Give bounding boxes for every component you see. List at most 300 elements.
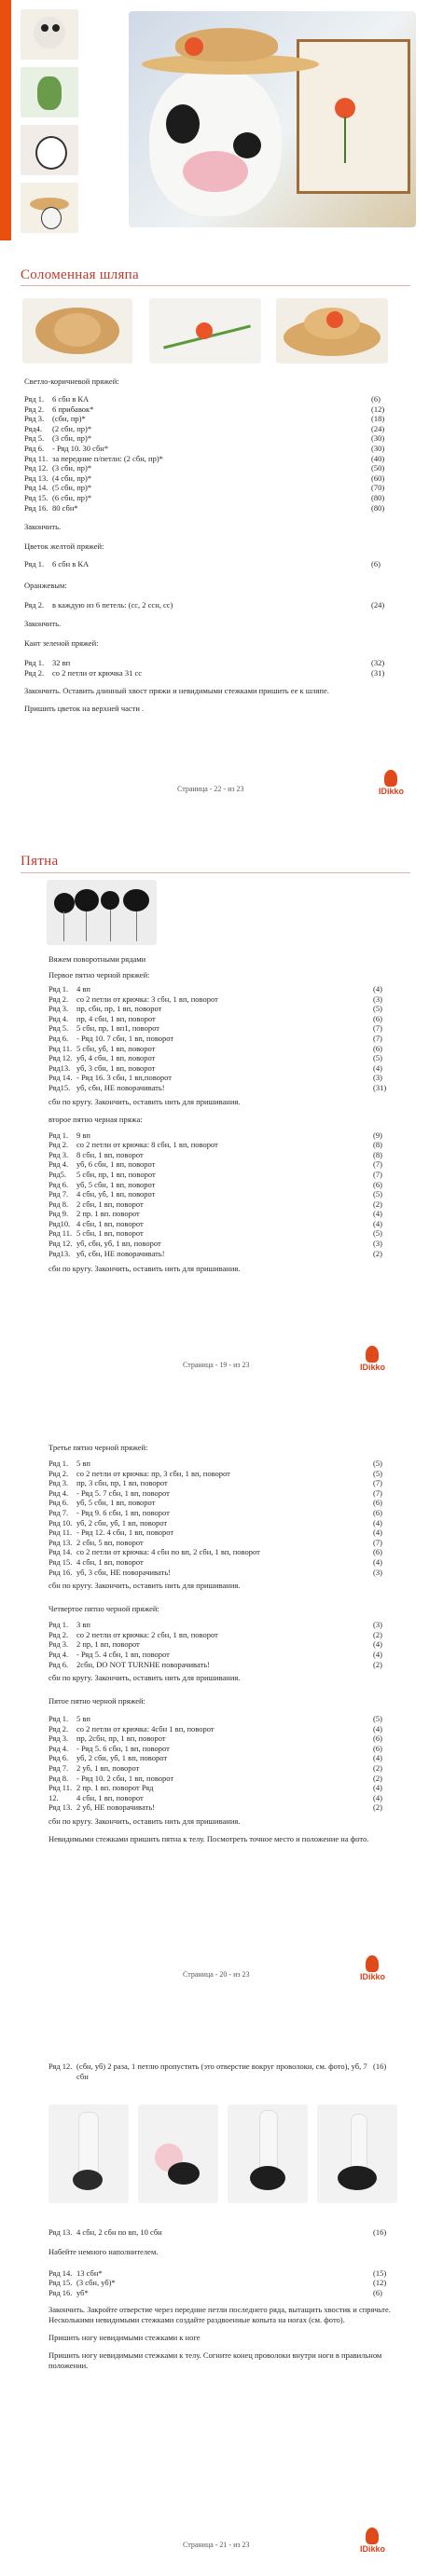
row-number: Ряд5. — [48, 1169, 67, 1179]
row-instruction: 4 сбн, 1 вп, поворот — [76, 1792, 144, 1802]
row-instruction: 2 пр. 1 вп. поворот — [76, 1209, 140, 1219]
row-number: Ряд 6. — [48, 1033, 69, 1043]
row-number: Ряд 14. — [48, 1547, 73, 1557]
row-instruction: со 2 петли от крючка: 4 сбн по вп, 2 сбн, 1 вп, поворот — [76, 1547, 260, 1557]
pattern-row — [48, 1170, 399, 1180]
row-number: Ряд 4. — [48, 1743, 69, 1753]
row-instruction: 3 вп — [76, 1620, 90, 1630]
thumbnail-cow-green[interactable] — [21, 67, 78, 117]
row-number: Ряд 13. — [48, 1537, 73, 1547]
row-count: (6) — [373, 1507, 382, 1517]
row-count: (5) — [373, 1228, 382, 1239]
row-instruction: 6 прибавок* — [52, 404, 94, 414]
pattern-row — [48, 1053, 399, 1063]
pattern-row — [48, 1538, 399, 1548]
spots-photo — [47, 880, 157, 945]
row-number: Ряд 11. — [48, 1228, 73, 1239]
pattern-row — [48, 1199, 399, 1210]
pattern-row — [48, 1130, 399, 1141]
row-number: Ряд 3. — [48, 1149, 69, 1159]
row-number: Ряд 16. — [24, 502, 48, 513]
row-count: (4) — [373, 1639, 382, 1650]
spots-instructions — [48, 954, 399, 1274]
row-count: (30) — [371, 433, 385, 444]
row-number: Ряд 1. — [48, 1130, 69, 1140]
row-count: (24) — [371, 599, 385, 610]
leg-photo-3 — [228, 2104, 308, 2203]
row-count: (30) — [371, 443, 385, 453]
row-number: Ряд 1. — [48, 1714, 69, 1724]
pattern-row — [48, 1498, 399, 1508]
row-count: (6) — [373, 1013, 382, 1023]
row-instruction: 2 сбн, 5 вп, поворот — [76, 1537, 144, 1547]
row-instruction: уб, сбн, НЕ поворачивать! — [76, 1248, 165, 1258]
row-count: (7) — [373, 1487, 382, 1498]
idikko-logo: IDikko — [354, 1346, 392, 1372]
pattern-row — [48, 1014, 399, 1024]
pattern-row — [48, 994, 399, 1005]
spot1-heading: Первое пятно черной пряжей: — [48, 970, 150, 980]
finish-label: Закончить. — [24, 522, 62, 532]
row-instruction: уб, 6 сбн, 1 вп, поворот — [76, 1159, 156, 1170]
row-number: Ряд 3. — [48, 1004, 69, 1014]
row-number: Ряд 5. — [24, 433, 45, 444]
row-count: (12) — [373, 2278, 387, 2288]
row-count: (4) — [373, 984, 382, 993]
row-count: (60) — [371, 473, 385, 483]
yarn-label-green: Кант зеленой пряжей: — [24, 638, 99, 649]
pattern-row — [48, 2278, 399, 2288]
section-title-spots: Пятна — [21, 854, 59, 869]
row-instruction: (6 сбн, пр)* — [52, 492, 92, 502]
pattern-row — [24, 444, 397, 454]
row-count: (2) — [373, 1763, 382, 1774]
row-number: Ряд 11. — [48, 1043, 73, 1053]
spot3-heading: Третье пятно черной пряжей: — [48, 1443, 148, 1452]
pattern-row — [24, 668, 397, 678]
row-number: Ряд 2. — [48, 1468, 69, 1478]
row-count: (3) — [373, 993, 382, 1004]
pattern-row — [48, 1744, 399, 1754]
idikko-logo: IDikko — [354, 2528, 392, 2554]
pattern-row — [48, 1763, 399, 1774]
row-number: Ряд 2. — [48, 1629, 69, 1639]
row-number: Ряд 11. — [24, 453, 48, 463]
row-number: Ряд4. — [24, 423, 43, 433]
row-instruction: - Ряд 9. 6 сбн, 1 вп, поворот — [76, 1507, 170, 1517]
row-count: (31) — [373, 1082, 387, 1092]
spots-instructions-2 — [48, 1443, 399, 1844]
hat-photo-3 — [276, 298, 388, 363]
row-number: Ряд 13. — [48, 1802, 73, 1813]
page-number: Страница - 21 - из 23 — [183, 2541, 250, 2549]
row-count: (18) — [371, 414, 385, 424]
row-instruction: 2 уб, НЕ поворачивать! — [76, 1802, 155, 1813]
pattern-row — [48, 1630, 399, 1640]
row-number: Ряд 13. — [24, 473, 48, 483]
row-number: Ряд 16. — [48, 1567, 73, 1577]
row-number: Ряд 10. — [48, 1517, 73, 1528]
row-instruction: 4 сбн, уб, 1 вп, поворот — [76, 1189, 156, 1199]
pattern-row — [24, 483, 397, 493]
row-number: Ряд 6. — [48, 1659, 69, 1669]
row-instruction: 2 пр. 1 вп. поворот Ряд — [76, 1783, 154, 1793]
row-count: (4) — [373, 1753, 382, 1763]
spot4-heading: Четвертое пятно черной пряжей: — [48, 1604, 159, 1614]
pattern-row — [24, 503, 397, 514]
pattern-row — [48, 1083, 399, 1093]
row-number: Ряд 12. — [48, 1053, 73, 1063]
leg-instructions: Ряд 13. 4 сбн, 2 сбн по вп, 10 сбн (16) Набейте немного наполнителем. Ряд 14. 13 сбн* (15) Ряд 15. (3 сбн, уб)* (12) Ряд 16. уб* (6) Закончить. Закройте отверстие через передние петли последнего ряда, вытащить хвостик и спрячьте. Несколькими невидимыми стежками создайте раздвоенные копыта на ногах (см. фото). Пришить ногу невидимыми стежками к ноге Пришить ногу невидимыми стежками к телу. Согните конец проволоки внутри ноги в правильном положении. — [48, 2227, 399, 2371]
row-number: Ряд15. — [48, 1082, 71, 1092]
pattern-row — [24, 463, 397, 473]
row-instruction: уб, сбн, уб, 1 вп, поворот — [76, 1239, 161, 1249]
row-instruction: 5 сбн, 1 вп, поворот — [76, 1228, 144, 1239]
leg-photo-1 — [48, 2104, 129, 2203]
row-instruction: 9 вп — [76, 1130, 90, 1140]
pattern-row — [24, 433, 397, 444]
row-number: Ряд 1. — [24, 658, 45, 668]
row-number: Ряд 1. — [24, 394, 45, 404]
row-number: Ряд 6. — [24, 443, 45, 453]
row-count: (2) — [373, 1248, 382, 1258]
row-number: Ряд 5. — [48, 1023, 69, 1034]
row-number: Ряд 2. — [24, 599, 45, 610]
page-number: Страница - 19 - из 23 — [183, 1361, 250, 1369]
section-title-hat: Соломенная шляпа — [21, 267, 139, 282]
row-number: Ряд 16. — [48, 2287, 73, 2297]
spot4-end: сбн по кругу. Закончить, оставить нить для пришивания. — [48, 1673, 241, 1683]
row-number: Ряд 7. — [48, 1763, 69, 1774]
pattern-row — [48, 1488, 399, 1499]
row-number: Ряд 6. — [48, 1179, 69, 1189]
pattern-row — [48, 1733, 399, 1744]
row-count: (9) — [373, 1130, 382, 1140]
leg-row12: Ряд 12. (сбн, уб) 2 раза, 1 петлю пропустить (это отверстие вокруг проволоки, см. фото), уб, 7 сбн (16) — [48, 2062, 387, 2081]
row-count: (5) — [373, 1714, 382, 1724]
row-number: Ряд 11. — [48, 1528, 73, 1538]
row-count: (7) — [373, 1537, 382, 1547]
row-number: Ряд 14. — [24, 483, 48, 493]
pattern-row — [48, 1620, 399, 1630]
pattern-row — [48, 1073, 399, 1083]
row-count: (4) — [373, 1792, 382, 1802]
hat-section — [21, 267, 412, 283]
row-instruction: 2 пр, 1 вп, поворот — [76, 1639, 140, 1650]
leg-photo-4 — [317, 2104, 397, 2203]
row-instruction: - Ряд 10. 30 сбн* — [52, 443, 109, 453]
row-count: (80) — [371, 502, 385, 513]
pattern-row — [48, 1180, 399, 1190]
pattern-row — [48, 1557, 399, 1568]
hat-photo-2 — [149, 298, 261, 363]
row-count: (4) — [373, 1783, 382, 1793]
row-count: (70) — [371, 483, 385, 493]
hero-photo — [129, 11, 416, 227]
row-instruction: пр, сбн, пр, 1 вп, поворот — [76, 1004, 162, 1014]
row-number: Ряд 11. — [48, 1783, 73, 1793]
spot5-heading: Пятое пятно черной пряжей: — [48, 1696, 145, 1706]
pattern-row — [24, 424, 397, 434]
row-count: (4) — [373, 1556, 382, 1567]
spots-intro: Вяжем поворотными рядами — [48, 954, 146, 964]
yarn-label-yellow: Цветок желтой пряжей: — [24, 541, 104, 552]
row-instruction: со 2 петли от крючка 31 сс — [52, 667, 142, 678]
row-instruction: 6 сбн в КА — [52, 559, 90, 569]
spot1-end: сбн по кругу. Закончить, оставить нить для пришивания. — [48, 1096, 241, 1106]
row-instruction: (3 сбн, пр)* — [52, 463, 92, 473]
row-count: (6) — [373, 1743, 382, 1753]
row-number: Ряд 4. — [48, 1487, 69, 1498]
pattern-row — [48, 2288, 399, 2298]
row-count: (2) — [373, 1802, 382, 1813]
row-count: (80) — [371, 492, 385, 502]
spots-note: Невидимыми стежками пришить пятна к телу. Посмотреть точное место и положение на фото. — [48, 1834, 369, 1844]
pattern-row — [24, 658, 397, 668]
pattern-row — [48, 1478, 399, 1488]
row-count: (40) — [371, 453, 385, 463]
pattern-row — [24, 414, 397, 424]
yarn-label-orange: Оранжевым: — [24, 580, 67, 590]
row-instruction: - Ряд 5. 6 сбн, 1 вп, поворот — [76, 1743, 170, 1753]
idikko-logo: IDikko — [373, 770, 410, 796]
leg-photos — [48, 2104, 399, 2207]
row-count: (5) — [373, 1459, 382, 1468]
row-instruction: со 2 петли от крючка: 3 сбн, 1 вп, поворот — [76, 993, 218, 1004]
pattern-row — [48, 1528, 399, 1538]
row-instruction: со 2 петли от крючка: 4сбн 1 вп, поворот — [76, 1723, 214, 1733]
thumbnail-cow-face[interactable] — [21, 9, 78, 60]
row-instruction: - Ряд 5. 7 сбн, 1 вп, поворот — [76, 1487, 170, 1498]
row-count: (50) — [371, 463, 385, 473]
row-instruction: 32 вп — [52, 658, 71, 668]
row-instruction: 5 вп — [76, 1714, 90, 1724]
row-number: Ряд 1. — [48, 1620, 69, 1630]
pattern-row — [48, 1189, 399, 1199]
hat-photo-1 — [22, 298, 132, 363]
leg-paragraph-2: Пришить ногу невидимыми стежками к ноге — [48, 2333, 201, 2343]
row-instruction: 5 сбн, уб, 1 вп, поворот — [76, 1043, 156, 1053]
row-instruction: 13 сбн* — [76, 2268, 103, 2278]
row-number: Ряд 2. — [48, 1140, 69, 1150]
pattern-row — [48, 1660, 399, 1670]
row-count: (7) — [373, 1169, 382, 1179]
row-instruction: 4 сбн, 1 вп, поворот — [76, 1218, 144, 1228]
pattern-row — [48, 1159, 399, 1170]
thumbnail-cow-sitting[interactable] — [21, 125, 78, 175]
pattern-row — [48, 1140, 399, 1150]
thumbnail-strip — [21, 9, 84, 240]
pattern-row — [48, 1469, 399, 1479]
pattern-row — [48, 1023, 399, 1034]
pattern-row — [48, 2268, 399, 2279]
row-instruction: 4 вп — [76, 984, 90, 993]
row-count: (7) — [373, 1033, 382, 1043]
row-number: Ряд 3. — [48, 1478, 69, 1488]
row-number: Ряд 3. — [48, 1733, 69, 1744]
leg-paragraph-3: Пришить ногу невидимыми стежками к телу. Согните конец проволоки внутри ноги в правильном положении. — [48, 2350, 382, 2371]
pattern-row — [24, 454, 397, 464]
row-count: (2) — [373, 1199, 382, 1209]
orange-stripe — [0, 0, 11, 240]
pattern-row — [48, 1209, 399, 1219]
row-instruction: уб, сбн, НЕ поворачивать! — [76, 1082, 165, 1092]
pattern-row — [48, 1249, 399, 1259]
row-number: Ряд 3. — [48, 1639, 69, 1650]
pattern-row — [48, 1547, 399, 1557]
hat-note-flower: Пришить цветок на верхней части . — [24, 703, 145, 713]
row-count: (8) — [373, 1140, 382, 1150]
row-count: (6) — [373, 2287, 382, 2297]
row-count: (6) — [371, 559, 381, 569]
row-number: Ряд 15. — [48, 2278, 73, 2288]
pattern-row — [24, 473, 397, 484]
pattern-row — [48, 1802, 399, 1813]
row-instruction: со 2 петли от крючка: 8 сбн, 1 вп, поворот — [76, 1140, 218, 1150]
row-count: (32) — [371, 658, 385, 668]
row-count: (4) — [373, 1062, 382, 1073]
pattern-row — [24, 559, 397, 569]
leg-photo-2 — [138, 2104, 218, 2203]
row-number: Ряд 1. — [48, 984, 69, 993]
pattern-row — [48, 1650, 399, 1660]
row-number: Ряд 4. — [48, 1013, 69, 1023]
spot5-end: сбн по кругу. Закончить, оставить нить для пришивания. — [48, 1816, 241, 1827]
row-instruction: (2 сбн, пр)* — [52, 423, 92, 433]
row-count: (6) — [373, 1733, 382, 1744]
row-instruction: 5 сбн, пр, 1 вп1, поворот — [76, 1023, 159, 1034]
pattern-row — [48, 1793, 399, 1803]
row-count: (15) — [373, 2268, 387, 2278]
pattern-row — [24, 394, 397, 404]
row-instruction: уб, 5 сбн, 1 вп, поворот — [76, 1498, 156, 1508]
row-number: Ряд13. — [48, 1248, 71, 1258]
row-count: (4) — [373, 1218, 382, 1228]
row-count: (7) — [373, 1159, 382, 1170]
row-count: (4) — [373, 1517, 382, 1528]
pattern-row — [24, 493, 397, 503]
row-count: (6) — [371, 394, 381, 404]
pattern-row — [48, 1044, 399, 1054]
row-number: Ряд 1. — [24, 559, 45, 569]
row-number: Ряд 7. — [48, 1507, 69, 1517]
row-count: (4) — [373, 1723, 382, 1733]
row-instruction: пр, 4 сбн, 1 вп, поворот — [76, 1013, 156, 1023]
row-number: Ряд 8. — [48, 1773, 69, 1783]
row-number: Ряд 15. — [48, 1556, 73, 1567]
pattern-row — [24, 404, 397, 415]
pattern-row — [48, 1639, 399, 1650]
row-instruction: 6 сбн в КА — [52, 394, 90, 404]
row-number: Ряд 6. — [48, 1498, 69, 1508]
pattern-row — [48, 1459, 399, 1469]
row-instruction: уб, 4 сбн, 1 вп, поворот — [76, 1053, 156, 1063]
row-number: Ряд 12. — [24, 463, 48, 473]
row-instruction: уб, 2 сбн, уб, 1 вп, поворот — [76, 1753, 168, 1763]
hat-note-sew: Закончить. Оставить длинный хвост пряжи и невидимыми стежками пришить ее к шляпе. — [24, 685, 329, 695]
thumbnail-cow-hat[interactable] — [21, 183, 78, 233]
pattern-row — [48, 1228, 399, 1239]
leg-fill-note: Набейте немного наполнителем. — [48, 2246, 159, 2256]
leg-paragraph-1: Закончить. Закройте отверстие через передние петли последнего ряда, вытащить хвостик и спрячьте. Несколькими невидимыми стежками создайте раздвоенные копыта на ногах (см. фото). — [48, 2305, 391, 2325]
row-instruction: за передние п/петли: (2 сбн, пр)* — [52, 453, 163, 463]
row-instruction: 5 вп — [76, 1459, 90, 1468]
row-count: (6) — [373, 1043, 382, 1053]
row-number: Ряд 7. — [48, 1189, 69, 1199]
pattern-row — [48, 1063, 399, 1074]
row-number: Ряд 8. — [48, 1199, 69, 1209]
row-number: Ряд 2. — [24, 667, 45, 678]
row-number: Ряд 2. — [24, 404, 45, 414]
pattern-row — [48, 1219, 399, 1229]
row-instruction: уб, 3 сбн, 1 вп, поворот — [76, 1062, 156, 1073]
row-number: Ряд 3. — [24, 414, 45, 424]
spot2-heading: второе пятно черная пряжа: — [48, 1114, 143, 1124]
row-instruction: (4 сбн, пр)* — [52, 473, 92, 483]
row-count: (3) — [373, 1239, 382, 1249]
row-instruction: уб* — [76, 2287, 89, 2297]
row-count: (2) — [373, 1629, 382, 1639]
row-number: Ряд10. — [48, 1218, 71, 1228]
pattern-row — [48, 984, 399, 994]
row-instruction: (5 сбн, пр)* — [52, 483, 92, 493]
pattern-row — [48, 1568, 399, 1578]
row-instruction: - Ряд 10. 2 сбн, 1 вп, поворот — [76, 1773, 174, 1783]
row-count: (4) — [373, 1209, 382, 1219]
row-count: (3) — [373, 1620, 382, 1630]
row-number: Ряд 14. — [48, 1073, 73, 1083]
cow-toy — [149, 67, 282, 216]
row-number: Ряд 4. — [48, 1159, 69, 1170]
row-count: (3) — [373, 1567, 382, 1577]
pattern-row — [48, 1724, 399, 1734]
row-number: Ряд 15. — [24, 492, 48, 502]
row-instruction: - Ряд 16. 3 сбн, 1 вп,поворот — [76, 1073, 173, 1083]
row-instruction: уб, 5 сбн, 1 вп, поворот — [76, 1179, 156, 1189]
row-count: (5) — [373, 1053, 382, 1063]
pattern-row — [48, 1150, 399, 1160]
pattern-row — [48, 1004, 399, 1014]
pattern-row — [48, 1034, 399, 1044]
row-count: (5) — [373, 1468, 382, 1478]
row-count: (3) — [373, 1073, 382, 1083]
row-instruction: в каждую из 6 петель: (сс, 2 ссн, сс) — [52, 599, 173, 610]
row-count: (4) — [373, 1649, 382, 1659]
row-count: (7) — [373, 1023, 382, 1034]
row-number: Ряд 2. — [48, 1723, 69, 1733]
pattern-row — [48, 1783, 399, 1793]
hat-flower — [185, 37, 203, 56]
row-instruction: пр, 2сбн, пр, 1 вп, поворот — [76, 1733, 166, 1744]
row-count: (4) — [373, 1528, 382, 1538]
row-instruction: 8 сбн, 1 вп, поворот — [76, 1149, 144, 1159]
row-count: (12) — [371, 404, 385, 414]
row-instruction: 2 уб, 1 вп, поворот — [76, 1763, 140, 1774]
row-number: Ряд 4. — [48, 1649, 69, 1659]
row-instruction: пр, 3 сбн, пр, 1 вп, поворот — [76, 1478, 168, 1488]
spot3-end: сбн по кругу. Закончить, оставить нить для пришивания. — [48, 1581, 241, 1591]
hat-instructions — [24, 377, 397, 714]
pattern-row — [48, 1239, 399, 1249]
row-instruction: 80 сбн* — [52, 502, 78, 513]
row-number: Ряд 14. — [48, 2268, 73, 2278]
pattern-row — [48, 1518, 399, 1528]
row-count: (8) — [373, 1149, 382, 1159]
row-count: (6) — [373, 1547, 382, 1557]
pattern-row — [24, 600, 397, 610]
row-count: (31) — [371, 667, 385, 678]
row-number: Ряд 1. — [48, 1459, 69, 1468]
